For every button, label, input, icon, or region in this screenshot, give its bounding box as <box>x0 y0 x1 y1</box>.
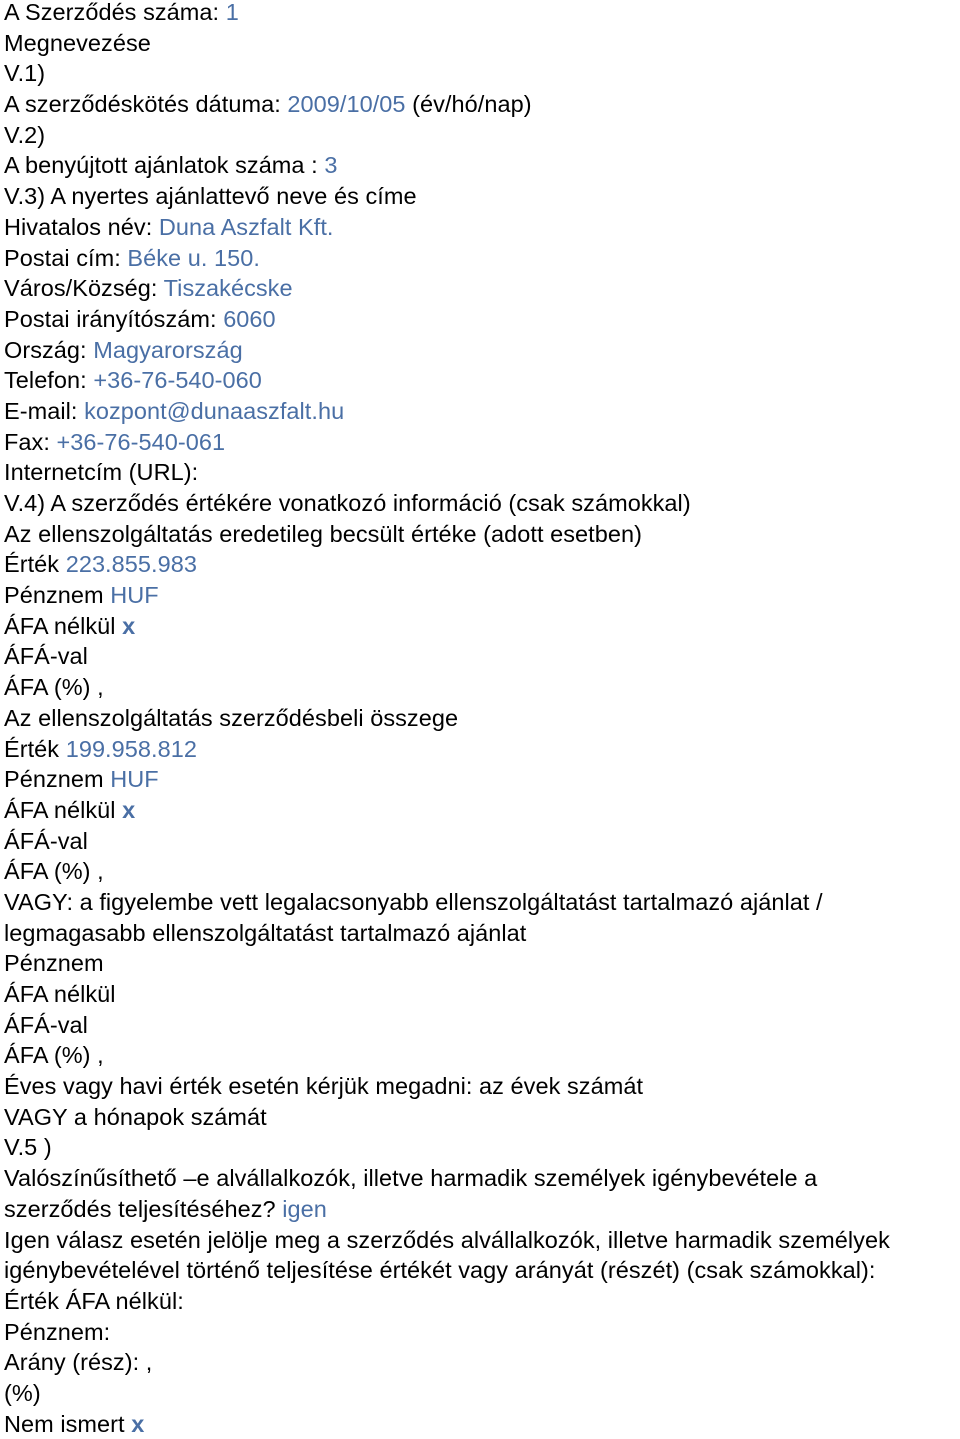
or-range-line-1: VAGY: a figyelembe vett legalacsonyabb ellenszolgáltatást tartalmazó ajánlat / <box>4 888 823 915</box>
section-v1-heading: V.1) <box>4 60 46 87</box>
phone-value: +36-76-540-060 <box>93 367 262 394</box>
contractual-vat-pct-label: ÁFA (%) , <box>4 858 104 885</box>
subcontractor-instruction-line-1: Igen válasz esetén jelölje meg a szerződés alvállalkozók, illetve harmadik személyek <box>4 1226 890 1253</box>
estimated-vat-pct-label: ÁFA (%) , <box>4 674 104 701</box>
postal-address-value: Béke u. 150. <box>127 244 260 271</box>
section-v5-heading: V.5 ) <box>4 1134 52 1161</box>
subcontractor-question-line-2 <box>4 1194 960 1225</box>
estimated-excl-vat-line <box>4 611 960 642</box>
or-range-currency-label: Pénznem <box>4 950 104 977</box>
yearly-monthly-line: Éves vagy havi érték esetén kérjük megadni: az évek számát <box>4 1073 644 1100</box>
estimated-currency-label: Pénznem <box>4 582 104 609</box>
estimated-excl-vat-mark: x <box>122 612 136 639</box>
phone-label: Telefon: <box>4 367 87 394</box>
unknown-label: Nem ismert <box>4 1410 125 1437</box>
estimated-incl-vat-label: ÁFÁ-val <box>4 643 88 670</box>
contract-number-line <box>4 0 960 28</box>
contractual-currency-value: HUF <box>110 766 159 793</box>
or-range-incl-vat-label: ÁFÁ-val <box>4 1011 88 1038</box>
postcode-line <box>4 304 960 335</box>
city-value: Tiszakécske <box>163 275 293 302</box>
contractual-currency-label: Pénznem <box>4 766 104 793</box>
email-value: kozpont@dunaaszfalt.hu <box>84 397 345 424</box>
estimated-currency-line <box>4 580 960 611</box>
fax-value: +36-76-540-061 <box>56 428 226 455</box>
subcontractor-question-text: szerződés teljesítéséhez? <box>4 1195 276 1222</box>
contractual-excl-vat-line <box>4 795 960 826</box>
subcontractor-pct-label: (%) <box>4 1379 41 1406</box>
subcontractor-currency-label: Pénznem: <box>4 1318 111 1345</box>
section-v3-heading: V.3) A nyertes ajánlattevő neve és címe <box>4 183 417 210</box>
contractual-value-heading: Az ellenszolgáltatás szerződésbeli összege <box>4 704 459 731</box>
or-range-line-2: legmagasabb ellenszolgáltatást tartalmazó ajánlat <box>4 919 527 946</box>
contract-date-line <box>4 89 960 120</box>
contractual-value-amount: 199.958.812 <box>65 735 197 762</box>
contract-date-label: A szerződéskötés dátuma: <box>4 91 281 118</box>
fax-label: Fax: <box>4 428 50 455</box>
postcode-label: Postai irányítószám: <box>4 305 217 332</box>
estimated-value-line <box>4 549 960 580</box>
url-label: Internetcím (URL): <box>4 459 199 486</box>
contractual-value-line <box>4 734 960 765</box>
estimated-value-heading: Az ellenszolgáltatás eredetileg becsült értéke (adott esetben) <box>4 520 642 547</box>
or-range-vat-pct-label: ÁFA (%) , <box>4 1042 104 1069</box>
estimated-value-amount: 223.855.983 <box>65 551 197 578</box>
contractual-value-label: Érték <box>4 735 60 762</box>
contractual-incl-vat-label: ÁFÁ-val <box>4 827 88 854</box>
fax-line <box>4 427 960 458</box>
country-line <box>4 335 960 366</box>
phone-line <box>4 365 960 396</box>
contractual-currency-line <box>4 764 960 795</box>
postcode-value: 6060 <box>223 305 276 332</box>
contract-date-value: 2009/10/05 <box>287 91 406 118</box>
official-name-value: Duna Aszfalt Kft. <box>158 213 334 240</box>
offers-count-label: A benyújtott ajánlatok száma : <box>4 152 318 179</box>
city-label: Város/Község: <box>4 275 158 302</box>
estimated-currency-value: HUF <box>110 582 159 609</box>
postal-address-line <box>4 243 960 274</box>
country-value: Magyarország <box>93 336 243 363</box>
subcontractor-ratio-label: Arány (rész): , <box>4 1349 153 1376</box>
offers-count-value: 3 <box>324 152 338 179</box>
section-v2-heading: V.2) <box>4 121 46 148</box>
country-label: Ország: <box>4 336 87 363</box>
email-line <box>4 396 960 427</box>
official-name-line <box>4 212 960 243</box>
subcontractor-value-label: Érték ÁFA nélkül: <box>4 1287 184 1314</box>
subcontractor-answer: igen <box>282 1195 327 1222</box>
contractual-excl-vat-mark: x <box>122 796 136 823</box>
official-name-label: Hivatalos név: <box>4 213 153 240</box>
or-range-excl-vat-label: ÁFA nélkül <box>4 981 116 1007</box>
contract-number-value: 1 <box>225 0 239 25</box>
months-line: VAGY a hónapok számát <box>4 1103 267 1130</box>
contractual-excl-vat-label: ÁFA nélkül <box>4 796 116 823</box>
contract-number-label: A Szerződés száma: <box>4 0 220 25</box>
contract-award-document <box>4 0 960 1439</box>
subcontractor-instruction-line-2: igénybevételével történő teljesítése értékét vagy arányát (részét) (csak számokkal): <box>4 1257 876 1284</box>
email-label: E-mail: <box>4 397 78 424</box>
unknown-mark: x <box>131 1410 145 1437</box>
subcontractor-question-line-1: Valószínűsíthető –e alvállalkozók, illetve harmadik személyek igénybevétele a <box>4 1165 818 1192</box>
city-line <box>4 273 960 304</box>
section-v4-heading: V.4) A szerződés értékére vonatkozó információ (csak számokkal) <box>4 490 691 516</box>
estimated-value-label: Érték <box>4 551 60 578</box>
offers-count-line <box>4 150 960 181</box>
contract-date-format: (év/hó/nap) <box>412 91 532 118</box>
estimated-excl-vat-label: ÁFA nélkül <box>4 612 116 639</box>
postal-address-label: Postai cím: <box>4 244 121 271</box>
unknown-line <box>4 1409 960 1439</box>
contract-name-label: Megnevezése <box>4 29 151 56</box>
